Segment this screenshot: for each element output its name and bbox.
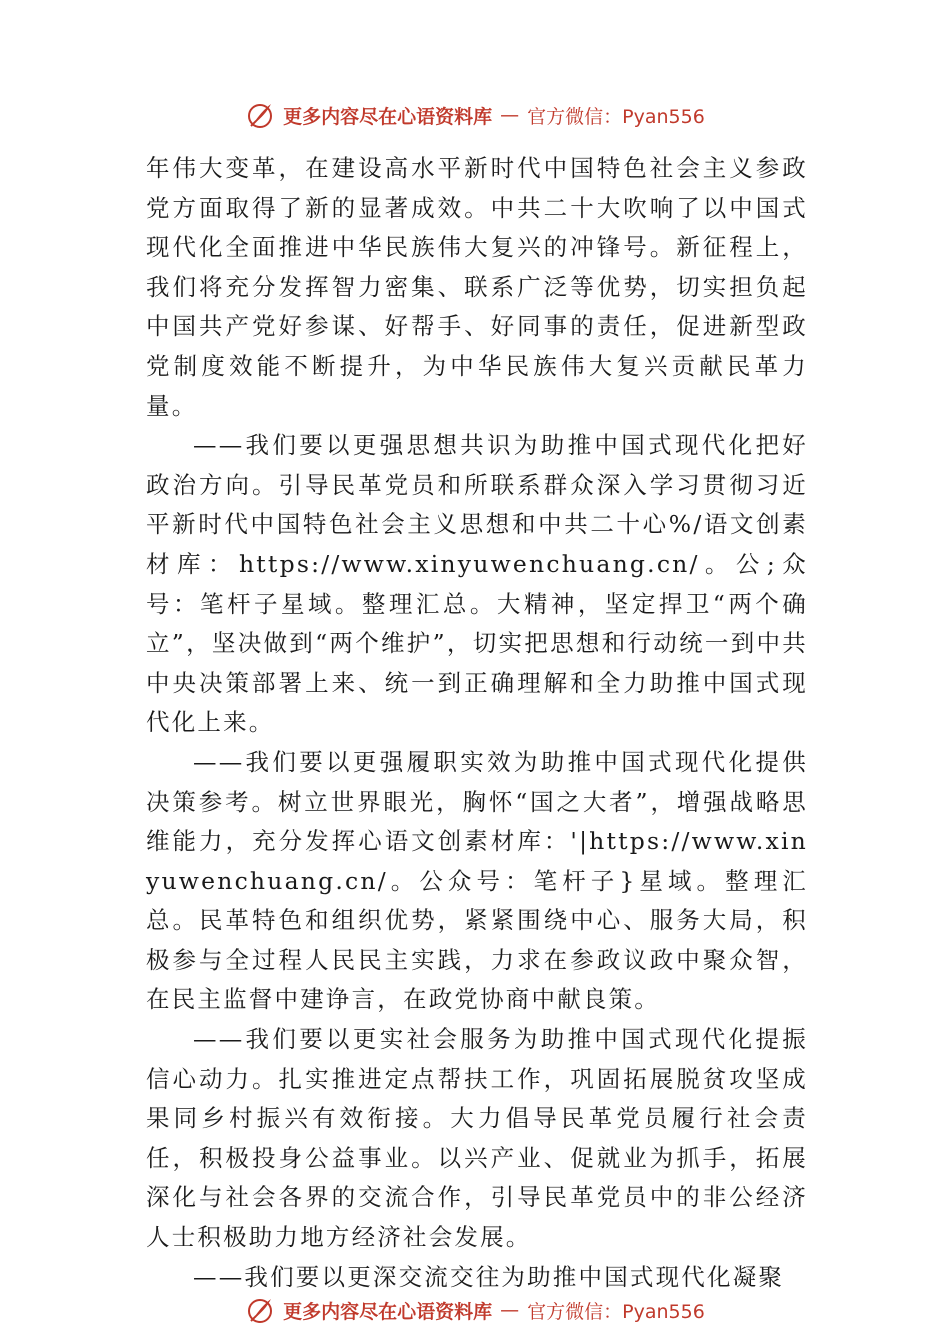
paragraph-4: ——我们要以更实社会服务为助推中国式现代化提振信心动力。扎实推进定点帮扶工作，巩固拓展脱贫攻坚成果同乡村振兴有效衔接。大力倡导民革党员履行社会责任，积极投身公益事业。以兴产业、促就业为抓手，拓展深化与社会各界的交流合作，引导民革党员中的非公经济人士积极助力地方经济社会发展。 (146, 1025, 808, 1252)
paragraph-2: ——我们要以更强思想共识为助推中国式现代化把好政治方向。引导民革党员和所联系群众深入学习贯彻习近平新时代中国特色社会主义思想和中共二十心%/语文创素材库：https://www.xinyuwenchuang.cn/。公;众号：笔杆子星域。整理汇总。大精神，坚定捍卫“两个确立”，坚决做到“两个维护”，切实把思想和行动统一到中共中央决策部署上来、统一到正确理解和全力助推中国式现代化上来。 (146, 431, 808, 737)
footer-watermark (0, 1290, 950, 1330)
paragraph-5: ——我们要以更深交流交往为助推中国式现代化凝聚 (193, 1262, 785, 1291)
watermark-separator: — (500, 104, 520, 126)
watermark-separator: — (500, 1299, 520, 1321)
paragraph-3: ——我们要以更强履职实效为助推中国式现代化提供决策参考。树立世界眼光，胸怀“国之大者”，增强战略思维能力，充分发挥心语文创素材库：'|https://www.xinyuwenchuang.cn/。公众号：笔杆子}星域。整理汇总。民革特色和组织优势，紧紧围绕中心、服务大局，积极参与全过程人民民主实践，力求在参政议政中聚众智，在民主监督中建诤言，在政党协商中献良策。 (146, 747, 808, 1014)
header-watermark (0, 95, 950, 135)
watermark-main-text: 更多内容尽在心语资料库 (283, 105, 493, 128)
watermark-wechat-text: 官方微信：Pyan556 (527, 105, 705, 128)
quill-logo-icon (245, 1295, 275, 1325)
paragraph-1: 年伟大变革，在建设高水平新时代中国特色社会主义参政党方面取得了新的显著成效。中共二十大吹响了以中国式现代化全面推进中华民族伟大复兴的冲锋号。新征程上，我们将充分发挥智力密集、联系广泛等优势，切实担负起中国共产党好参谋、好帮手、好同事的责任，促进新型政党制度效能不断提升，为中华民族伟大复兴贡献民革力量。 (146, 154, 808, 420)
watermark-main-text: 更多内容尽在心语资料库 (283, 1300, 493, 1323)
watermark-wechat-text: 官方微信：Pyan556 (527, 1300, 705, 1323)
quill-logo-icon (245, 100, 275, 130)
document-body (146, 149, 808, 1297)
